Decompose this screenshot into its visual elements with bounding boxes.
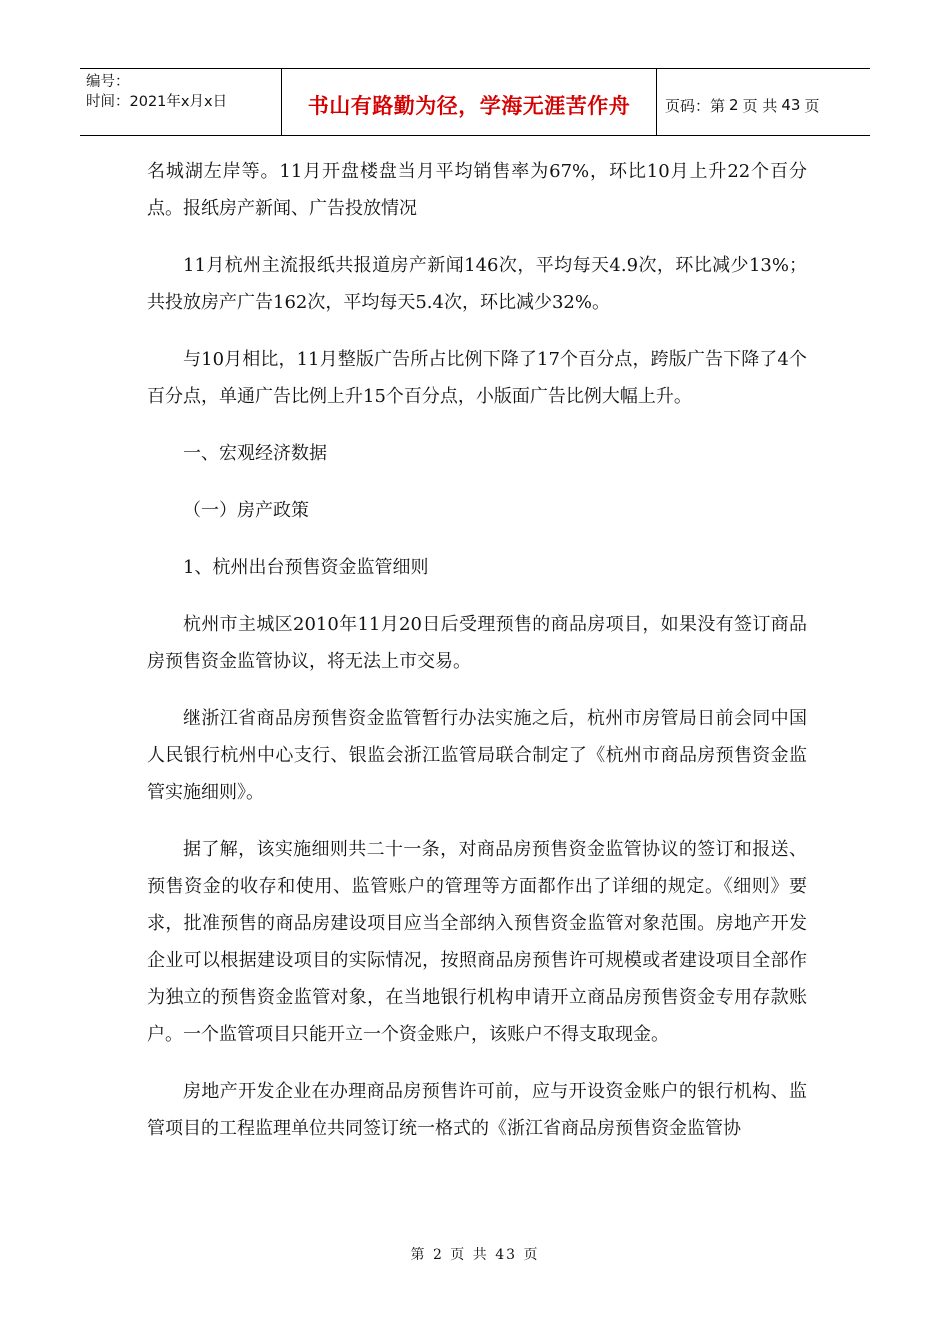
header-meta-cell bbox=[80, 69, 282, 135]
page-suffix: 页 bbox=[804, 96, 820, 115]
paragraph: 杭州市主城区2010年11月20日后受理预售的商品房项目，如果没有签订商品房预售资金监管协议，将无法上市交易。 bbox=[147, 614, 807, 672]
page-prefix: 页码：第 bbox=[665, 96, 726, 115]
page-footer: 第 2 页 共 43 页 bbox=[410, 1247, 540, 1263]
header-motto: 书山有路勤为径，学海无涯苦作舟 bbox=[307, 94, 631, 118]
page-current: 2 bbox=[729, 96, 739, 114]
paragraph: 继浙江省商品房预售资金监管暂行办法实施之后，杭州市房管局日前会同中国人民银行杭州中心支行、银监会浙江监管局联合制定了《杭州市商品房预售资金监管实施细则》。 bbox=[147, 708, 807, 803]
header-motto-cell bbox=[282, 69, 657, 135]
section-heading: 一、宏观经济数据 bbox=[183, 443, 327, 464]
page-total: 43 bbox=[781, 96, 801, 114]
paragraph: 房地产开发企业在办理商品房预售许可前，应与开设资金账户的银行机构、监管项目的工程监理单位共同签订统一格式的《浙江省商品房预售资金监管协 bbox=[147, 1081, 807, 1139]
header-page-cell bbox=[657, 69, 870, 135]
paragraph: 11月杭州主流报纸共报道房产新闻146次，平均每天4.9次，环比减少13%；共投放房产广告162次，平均每天5.4次，环比减少32%。 bbox=[147, 255, 807, 313]
page-header bbox=[80, 68, 870, 136]
document-body bbox=[147, 153, 807, 1167]
document-time-label: 时间：2021年x月x日 bbox=[86, 94, 228, 110]
page-middle: 页 共 bbox=[742, 96, 778, 115]
paragraph: 据了解，该实施细则共二十一条，对商品房预售资金监管协议的签订和报送、预售资金的收存和使用、监管账户的管理等方面都作出了详细的规定。《细则》要求，批准预售的商品房建设项目应当全部纳入预售资金监管对象范围。房地产开发企业可以根据建设项目的实际情况，按照商品房预售许可规模或者建设项目全部作为独立的预售资金监管对象，在当地银行机构申请开立商品房预售资金专用存款账户。一个监管项目只能开立一个资金账户，该账户不得支取现金。 bbox=[147, 839, 807, 1045]
paragraph: 与10月相比，11月整版广告所占比例下降了17个百分点，跨版广告下降了4个百分点，单通广告比例上升15个百分点，小版面广告比例大幅上升。 bbox=[147, 349, 807, 407]
paragraph: 名城湖左岸等。11月开盘楼盘当月平均销售率为67%，环比10月上升22个百分点。报纸房产新闻、广告投放情况 bbox=[147, 161, 807, 219]
document-number-label: 编号： bbox=[86, 74, 130, 90]
item-heading: 1、杭州出台预售资金监管细则 bbox=[183, 557, 429, 578]
subsection-heading: （一）房产政策 bbox=[183, 500, 309, 521]
